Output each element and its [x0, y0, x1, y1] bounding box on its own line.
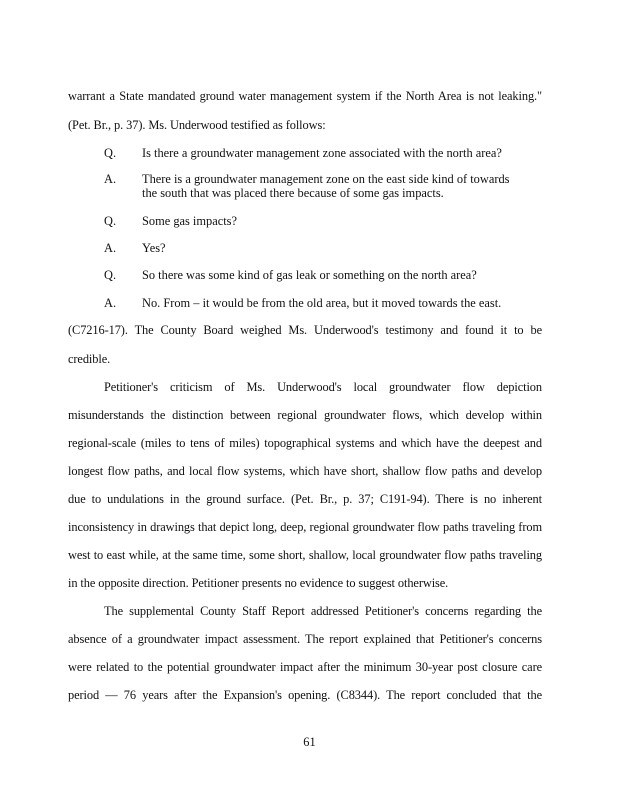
- para3-line-2: absence of a groundwater impact assessment. The report explained that Petitioner's concerns: [68, 632, 542, 646]
- testimony-text: Some gas impacts?: [142, 214, 237, 228]
- citation-line-2: credible.: [68, 352, 111, 366]
- intro-line-2: (Pet. Br., p. 37). Ms. Underwood testified as follows:: [68, 118, 326, 132]
- para2-line-4: longest flow paths, and local flow systems, which have short, shallow flow paths and develop: [68, 464, 542, 478]
- testimony-text: So there was some kind of gas leak or something on the north area?: [142, 268, 477, 282]
- testimony-label: Q.: [104, 214, 117, 228]
- para2-line-5: due to undulations in the ground surface. (Pet. Br., p. 37; C191-94). There is no inherent: [68, 492, 542, 506]
- testimony-text: Is there a groundwater management zone associated with the north area?: [142, 146, 502, 160]
- citation-line-1: (C7216-17). The County Board weighed Ms. Underwood's testimony and found it to be: [68, 323, 542, 337]
- page-number: 61: [303, 735, 316, 749]
- testimony-text: the south that was placed there because of some gas impacts.: [142, 186, 444, 200]
- testimony-label: A.: [104, 172, 117, 186]
- testimony-label: Q.: [104, 146, 117, 160]
- para3-line-1: The supplemental County Staff Report addressed Petitioner's concerns regarding the: [104, 604, 542, 618]
- testimony-text: There is a groundwater management zone on the east side kind of towards: [142, 172, 510, 186]
- para2-line-3: regional-scale (miles to tens of miles) topographical systems and which have the deepest and: [68, 436, 542, 450]
- intro-line-1: warrant a State mandated ground water management system if the North Area is not leaking.": [68, 89, 542, 103]
- para2-line-7: west to east while, at the same time, some short, shallow, local groundwater flow paths traveling: [68, 548, 542, 562]
- para2-line-8: in the opposite direction. Petitioner presents no evidence to suggest otherwise.: [68, 576, 449, 590]
- testimony-label: A.: [104, 296, 117, 310]
- para2-line-1: Petitioner's criticism of Ms. Underwood's local groundwater flow depiction: [104, 380, 542, 394]
- para3-line-4: period — 76 years after the Expansion's opening. (C8344). The report concluded that the: [68, 688, 542, 702]
- testimony-label: Q.: [104, 268, 117, 282]
- para2-line-2: misunderstands the distinction between regional groundwater flows, which develop within: [68, 408, 542, 422]
- testimony-text: Yes?: [142, 241, 166, 255]
- para3-line-3: were related to the potential groundwater impact after the minimum 30-year post closure care: [68, 660, 542, 674]
- para2-line-6: inconsistency in drawings that depict long, deep, regional groundwater flow paths traveling from: [68, 520, 542, 534]
- testimony-label: A.: [104, 241, 117, 255]
- testimony-text: No. From – it would be from the old area, but it moved towards the east.: [142, 296, 502, 310]
